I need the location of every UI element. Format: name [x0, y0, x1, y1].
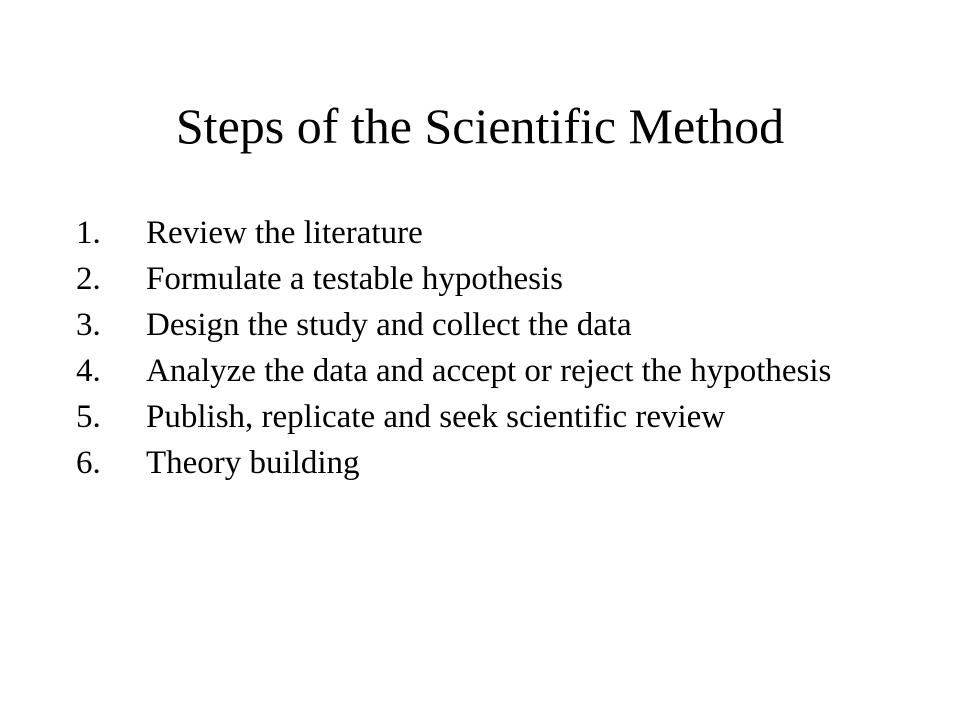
step-number: 3. [76, 307, 101, 343]
list-item [76, 354, 836, 389]
list-item [76, 308, 836, 343]
slide-title: Steps of the Scientific Method [175, 98, 785, 154]
step-text: Analyze the data and accept or reject the hypothesis [146, 353, 832, 389]
step-number: 2. [76, 261, 101, 297]
list-item [76, 446, 836, 481]
step-number: 6. [76, 445, 101, 481]
step-text: Publish, replicate and seek scientific review [146, 399, 726, 435]
step-text: Formulate a testable hypothesis [146, 261, 563, 297]
step-text: Theory building [146, 445, 360, 481]
scientific-method-steps-list [76, 216, 836, 492]
step-number: 1. [76, 215, 101, 251]
step-text: Design the study and collect the data [146, 307, 632, 343]
step-number: 5. [76, 399, 101, 435]
step-number: 4. [76, 353, 101, 389]
list-item [76, 400, 836, 435]
step-text: Review the literature [146, 215, 423, 251]
list-item [76, 262, 836, 297]
list-item [76, 216, 836, 251]
